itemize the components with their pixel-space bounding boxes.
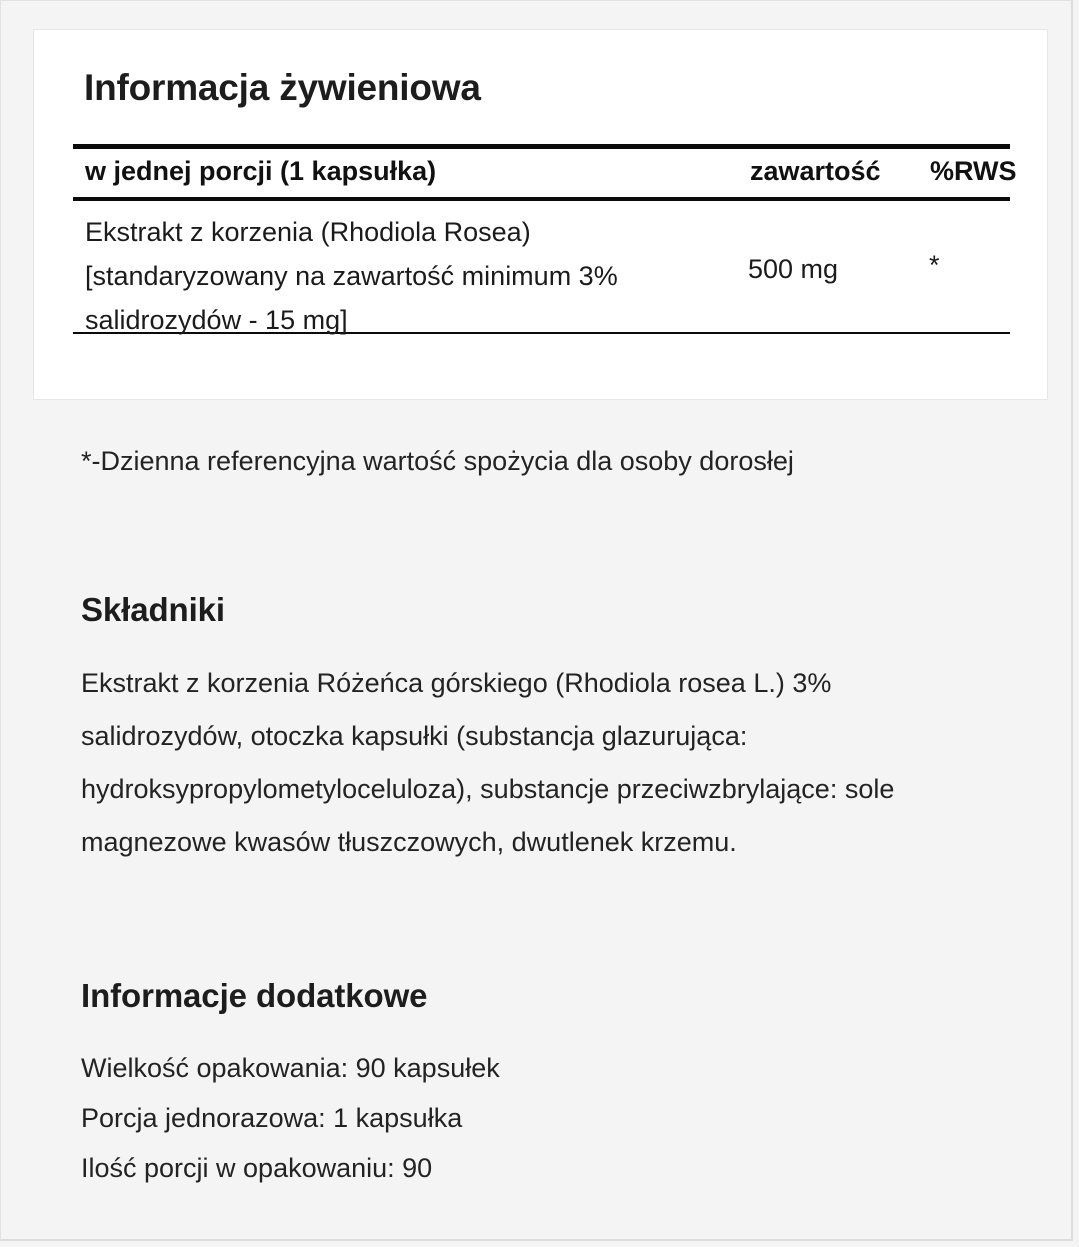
column-header-serving: w jednej porcji (1 kapsułka) — [85, 156, 437, 186]
table-cell-amount: 500 mg — [748, 254, 839, 284]
nutrition-table — [73, 144, 1017, 335]
ingredients-section — [81, 591, 991, 869]
ingredients-text: Ekstrakt z korzenia Różeńca górskiego (Rhodiola rosea L.) 3% salidrozydów, otoczka kapsułki (substancja glazurująca: hydroksypropylometyloceluloza), substancje przeciwzbrylające: sole magnezowe kwasów tłuszczowych, dwutlenek krzemu. — [81, 668, 895, 857]
nutrition-card-title: Informacja żywieniowa — [84, 67, 481, 108]
table-cell-nrv: * — [929, 250, 940, 280]
list-item: Ilość porcji w opakowaniu: 90 — [81, 1153, 433, 1183]
list-item: Porcja jednorazowa: 1 kapsułka — [81, 1103, 463, 1133]
column-header-nrv: %RWS — [930, 156, 1017, 186]
list-item: Wielkość opakowania: 90 kapsułek — [81, 1053, 500, 1083]
table-row — [73, 201, 1010, 335]
column-header-amount: zawartość — [750, 156, 881, 186]
nutrition-information-card — [33, 29, 1048, 400]
ingredients-heading: Składniki — [81, 591, 225, 628]
table-cell-ingredient-name: Ekstrakt z korzenia (Rhodiola Rosea) [standaryzowany na zawartość minimum 3% salidrozydów - 15 mg] — [85, 217, 618, 335]
additional-info-list — [81, 1043, 991, 1193]
nrv-footnote: *-Dzienna referencyjna wartość spożycia dla osoby dorosłej — [81, 446, 794, 476]
additional-info-section — [81, 977, 991, 1193]
additional-info-heading: Informacje dodatkowe — [81, 977, 428, 1014]
table-header-row — [73, 149, 1017, 197]
